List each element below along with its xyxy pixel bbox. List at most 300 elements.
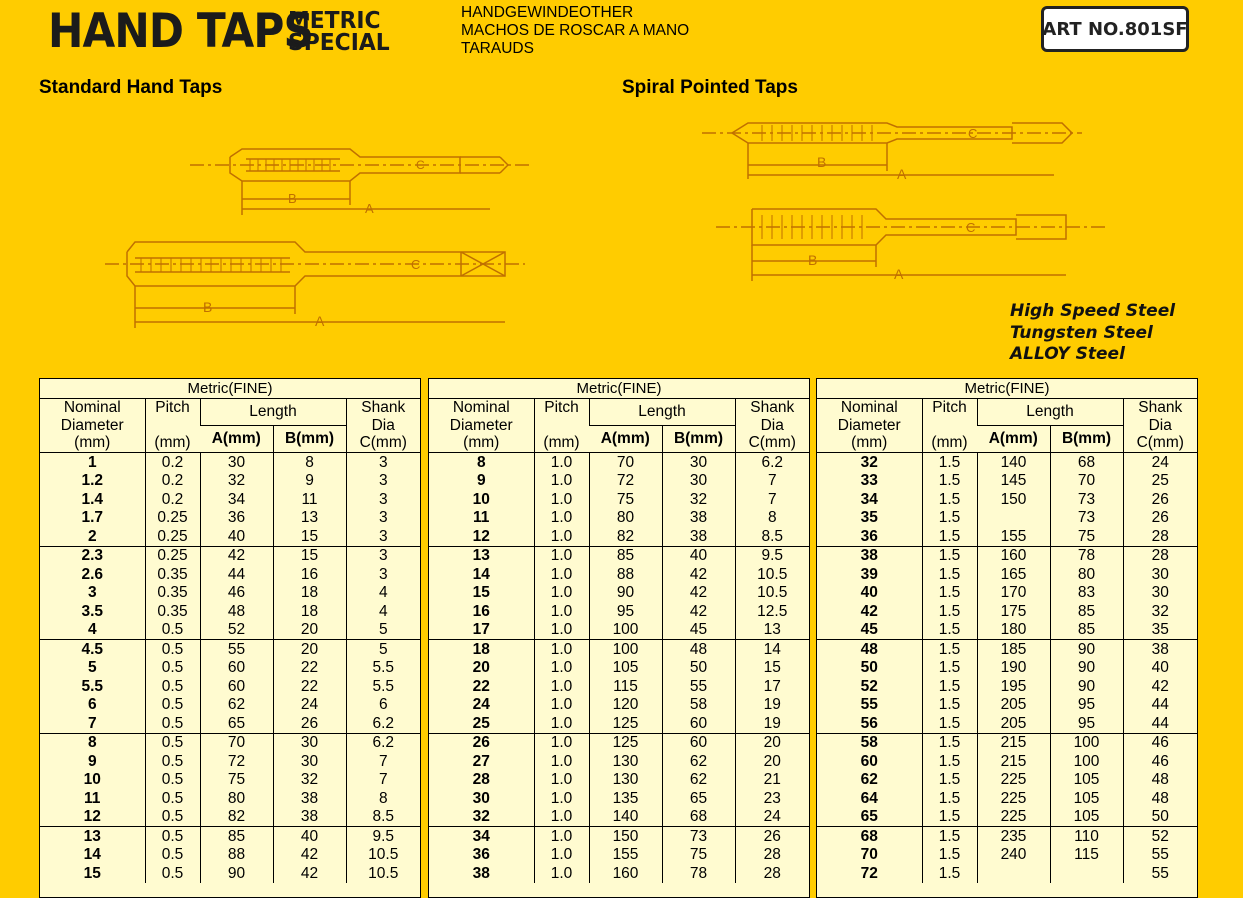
cell-a: 95	[589, 602, 662, 621]
cell-pitch: 0.5	[145, 864, 200, 883]
shank-line1: Shank	[1138, 399, 1183, 416]
cell-b: 42	[273, 864, 346, 883]
table-row	[429, 827, 809, 846]
cell-nominal: 58	[817, 733, 922, 752]
cell-a: 55	[200, 640, 273, 659]
cell-nominal: 64	[860, 789, 878, 807]
table-row	[40, 827, 420, 846]
cell-shank: 7	[346, 752, 420, 771]
table-row	[40, 527, 420, 546]
label-a-large: A	[315, 313, 325, 329]
cell-b: 11	[273, 490, 346, 509]
spiral-label-c: C	[968, 126, 978, 141]
table-row	[817, 714, 1197, 733]
cell-pitch: 1.5	[922, 621, 977, 640]
cell-nominal: 1.7	[81, 509, 104, 527]
cell-b: 18	[273, 584, 346, 603]
table-row	[817, 640, 1197, 659]
cell-a: 88	[200, 846, 273, 865]
pitch-label: Pitch	[544, 399, 579, 416]
cell-nominal: 72	[860, 864, 878, 882]
cell-pitch: 1.0	[534, 846, 589, 865]
nominal-line3: (mm)	[463, 434, 500, 451]
cell-shank: 10.5	[346, 864, 420, 883]
cell-nominal: 14	[83, 846, 101, 864]
cell-pitch: 0.5	[145, 733, 200, 752]
nominal-line2: Diameter	[449, 416, 513, 434]
cell-b: 58	[662, 696, 735, 715]
cell-pitch: 1.0	[534, 696, 589, 715]
table-row	[429, 640, 809, 659]
cell-a: 125	[589, 714, 662, 733]
cell-a: 160	[589, 864, 662, 883]
label-b: B	[288, 191, 297, 206]
cell-shank: 9.5	[346, 827, 420, 846]
cell-nominal: 10	[83, 771, 101, 789]
col-pitch	[922, 399, 977, 453]
cell-shank: 55	[1123, 846, 1197, 865]
shank-line3: C(mm)	[359, 434, 407, 451]
cell-a: 130	[589, 752, 662, 771]
table-row	[429, 509, 809, 528]
cell-shank: 24	[1123, 453, 1197, 472]
cell-a	[977, 864, 1050, 883]
cell-nominal: 40	[860, 584, 878, 602]
brand-logo	[48, 2, 413, 60]
label-b-large: B	[203, 299, 213, 315]
cell-a: 205	[977, 714, 1050, 733]
cell-nominal: 45	[860, 621, 878, 639]
cell-a: 225	[977, 808, 1050, 827]
cell-pitch: 1.0	[534, 565, 589, 584]
table-row	[817, 659, 1197, 678]
cell-b: 100	[1050, 752, 1123, 771]
cell-b: 38	[662, 527, 735, 546]
cell-a: 235	[977, 827, 1050, 846]
cell-pitch: 0.5	[145, 677, 200, 696]
cell-a: 105	[589, 659, 662, 678]
cell-a: 120	[589, 696, 662, 715]
table-row	[817, 621, 1197, 640]
cell-a	[977, 509, 1050, 528]
name-french: TARAUDS	[461, 40, 534, 57]
cell-pitch: 0.5	[145, 789, 200, 808]
table-caption: Metric(FINE)	[817, 379, 1197, 399]
col-a: A(mm)	[977, 426, 1050, 453]
table-row	[40, 864, 420, 883]
cell-nominal: 52	[860, 677, 878, 695]
cell-b: 38	[273, 789, 346, 808]
cell-nominal: 1.4	[81, 490, 104, 508]
cell-a: 85	[200, 827, 273, 846]
cell-nominal: 62	[860, 771, 878, 789]
cell-b: 40	[273, 827, 346, 846]
cell-pitch: 0.2	[145, 472, 200, 491]
cell-shank: 46	[1123, 733, 1197, 752]
standard-tap-drawing-large	[105, 232, 525, 330]
cell-b: 73	[662, 827, 735, 846]
cell-nominal: 16	[472, 602, 490, 620]
cell-a: 215	[977, 752, 1050, 771]
table-row	[429, 584, 809, 603]
cell-a: 34	[200, 490, 273, 509]
table-row	[40, 453, 420, 472]
cell-b: 95	[1050, 714, 1123, 733]
cell-pitch: 1.0	[534, 827, 589, 846]
cell-shank: 7	[735, 490, 809, 509]
cell-nominal: 22	[472, 677, 490, 695]
col-shank-dia	[346, 399, 420, 453]
cell-pitch: 1.5	[922, 509, 977, 528]
cell-b: 90	[1050, 640, 1123, 659]
label-a: A	[365, 201, 374, 215]
cell-pitch: 1.5	[922, 527, 977, 546]
cell-pitch: 1.5	[922, 453, 977, 472]
table-row	[40, 846, 420, 865]
cell-pitch: 1.0	[534, 864, 589, 883]
cell-b: 48	[662, 640, 735, 659]
cell-pitch: 1.5	[922, 640, 977, 659]
cell-shank: 48	[1123, 789, 1197, 808]
cell-nominal: 8	[40, 733, 145, 752]
cell-pitch: 1.5	[922, 789, 977, 808]
table-row	[40, 752, 420, 771]
cell-b: 60	[662, 714, 735, 733]
name-german: HANDGEWINDEOTHER	[461, 4, 634, 21]
cell-a: 170	[977, 584, 1050, 603]
table-row	[429, 565, 809, 584]
cell-shank: 5.5	[346, 677, 420, 696]
cell-a: 160	[977, 546, 1050, 565]
cell-shank: 6.2	[346, 733, 420, 752]
table-row	[429, 453, 809, 472]
col-length: Length	[589, 399, 735, 426]
shank-line1: Shank	[361, 399, 406, 416]
material-alloy: ALLOY Steel	[1010, 344, 1125, 364]
cell-pitch: 1.0	[534, 546, 589, 565]
cell-shank: 32	[1123, 602, 1197, 621]
cell-b: 30	[273, 733, 346, 752]
cell-shank: 6	[346, 696, 420, 715]
cell-b: 70	[1050, 472, 1123, 491]
table-row	[429, 714, 809, 733]
cell-shank: 26	[1123, 509, 1197, 528]
cell-a: 190	[977, 659, 1050, 678]
cell-pitch: 0.2	[145, 453, 200, 472]
cell-pitch: 1.0	[534, 789, 589, 808]
cell-b: 16	[273, 565, 346, 584]
cell-b: 62	[662, 771, 735, 790]
table-row	[40, 472, 420, 491]
material-tungsten: Tungsten Steel	[1010, 322, 1153, 343]
cell-b: 62	[662, 752, 735, 771]
cell-nominal: 35	[860, 509, 878, 527]
pitch-label: Pitch	[155, 399, 190, 416]
cell-nominal: 13	[429, 546, 534, 565]
table-row	[429, 771, 809, 790]
cell-pitch: 0.35	[145, 584, 200, 603]
cell-nominal: 3	[87, 584, 97, 602]
table-row	[40, 621, 420, 640]
cell-pitch: 1.5	[922, 714, 977, 733]
table-row	[40, 789, 420, 808]
cell-nominal: 1	[87, 453, 97, 471]
cell-a: 32	[200, 472, 273, 491]
cell-nominal: 20	[472, 659, 490, 677]
label-c: C	[416, 158, 425, 172]
cell-a: 225	[977, 789, 1050, 808]
cell-nominal: 14	[472, 565, 490, 583]
cell-a: 40	[200, 527, 273, 546]
cell-a: 60	[200, 659, 273, 678]
cell-nominal: 15	[472, 584, 490, 602]
cell-pitch: 1.5	[922, 677, 977, 696]
table-row	[40, 509, 420, 528]
spiral-label-b-large: B	[808, 252, 818, 268]
cell-shank: 20	[735, 752, 809, 771]
table-row	[40, 771, 420, 790]
cell-b: 50	[662, 659, 735, 678]
cell-nominal: 34	[429, 827, 534, 846]
cell-pitch: 1.5	[922, 752, 977, 771]
table-row	[817, 846, 1197, 865]
table-caption: Metric(FINE)	[429, 379, 809, 399]
cell-shank: 10.5	[346, 846, 420, 865]
cell-b: 40	[662, 546, 735, 565]
cell-b: 100	[1050, 733, 1123, 752]
table-row	[40, 565, 420, 584]
cell-nominal: 55	[860, 696, 878, 714]
cell-a: 140	[977, 453, 1050, 472]
spec-table	[429, 379, 809, 883]
cell-shank: 3	[346, 565, 420, 584]
cell-shank: 28	[1123, 546, 1197, 565]
table-row	[817, 677, 1197, 696]
shank-line2: Dia	[371, 416, 395, 434]
cell-b: 42	[273, 846, 346, 865]
cell-nominal: 25	[472, 714, 490, 732]
cell-b: 55	[662, 677, 735, 696]
cell-pitch: 1.0	[534, 472, 589, 491]
logo-sub	[288, 10, 390, 54]
cell-nominal: 1.2	[81, 472, 104, 490]
cell-shank: 46	[1123, 752, 1197, 771]
cell-b: 65	[662, 789, 735, 808]
cell-b: 85	[1050, 602, 1123, 621]
cell-shank: 6.2	[346, 714, 420, 733]
cell-pitch: 1.5	[922, 472, 977, 491]
cell-b: 9	[273, 472, 346, 491]
table-row	[817, 752, 1197, 771]
cell-pitch: 1.0	[534, 771, 589, 790]
cell-a: 215	[977, 733, 1050, 752]
cell-nominal: 24	[472, 696, 490, 714]
cell-shank: 30	[1123, 565, 1197, 584]
cell-a: 60	[200, 677, 273, 696]
cell-shank: 12.5	[735, 602, 809, 621]
cell-a: 72	[200, 752, 273, 771]
cell-b: 75	[662, 846, 735, 865]
shank-line1: Shank	[750, 399, 795, 416]
cell-pitch: 0.5	[145, 621, 200, 640]
cell-a: 115	[589, 677, 662, 696]
cell-shank: 8.5	[735, 527, 809, 546]
cell-a: 75	[589, 490, 662, 509]
table-row	[817, 546, 1197, 565]
spec-table	[40, 379, 420, 883]
cell-pitch: 1.5	[922, 565, 977, 584]
cell-b: 18	[273, 602, 346, 621]
cell-shank: 25	[1123, 472, 1197, 491]
cell-b: 110	[1050, 827, 1123, 846]
table-row	[429, 659, 809, 678]
table-row	[40, 659, 420, 678]
cell-shank: 17	[735, 677, 809, 696]
cell-b: 78	[662, 864, 735, 883]
col-a: A(mm)	[200, 426, 273, 453]
table-caption: Metric(FINE)	[40, 379, 420, 399]
cell-nominal: 4	[87, 621, 97, 639]
spec-table-3	[816, 378, 1198, 898]
cell-pitch: 1.0	[534, 733, 589, 752]
cell-a: 150	[589, 827, 662, 846]
cell-shank: 19	[735, 714, 809, 733]
col-b: B(mm)	[273, 426, 346, 453]
table-row	[40, 584, 420, 603]
cell-shank: 5	[346, 621, 420, 640]
cell-b: 20	[273, 640, 346, 659]
cell-shank: 35	[1123, 621, 1197, 640]
pitch-unit: (mm)	[931, 434, 968, 451]
cell-pitch: 1.5	[922, 602, 977, 621]
cell-shank: 13	[735, 621, 809, 640]
cell-b: 32	[273, 771, 346, 790]
cell-pitch: 1.0	[534, 714, 589, 733]
cell-b: 32	[662, 490, 735, 509]
cell-pitch: 1.5	[922, 696, 977, 715]
cell-nominal: 32	[860, 453, 878, 471]
cell-b: 105	[1050, 789, 1123, 808]
cell-shank: 38	[1123, 640, 1197, 659]
table-row	[40, 546, 420, 565]
nominal-line2: Diameter	[837, 416, 901, 434]
table-row	[817, 490, 1197, 509]
cell-nominal: 33	[860, 472, 878, 490]
cell-b: 15	[273, 546, 346, 565]
spiral-label-b: B	[817, 154, 827, 170]
cell-shank: 28	[735, 864, 809, 883]
cell-a: 48	[200, 602, 273, 621]
nominal-line1: Nominal	[452, 399, 510, 416]
cell-a: 100	[589, 640, 662, 659]
col-pitch	[145, 399, 200, 453]
cell-nominal: 4.5	[40, 640, 145, 659]
cell-a: 145	[977, 472, 1050, 491]
cell-nominal: 2.6	[81, 565, 104, 583]
col-nominal-diameter	[429, 399, 534, 453]
cell-pitch: 0.5	[145, 714, 200, 733]
cell-shank: 42	[1123, 677, 1197, 696]
col-length: Length	[200, 399, 346, 426]
cell-shank: 55	[1123, 864, 1197, 883]
cell-a: 150	[977, 490, 1050, 509]
cell-nominal: 12	[472, 527, 490, 545]
col-nominal-diameter	[817, 399, 922, 453]
cell-shank: 3	[346, 527, 420, 546]
cell-nominal: 10	[472, 490, 490, 508]
cell-nominal: 36	[860, 527, 878, 545]
table-row	[40, 490, 420, 509]
standard-taps-title: Standard Hand Taps	[39, 77, 223, 98]
cell-a: 90	[589, 584, 662, 603]
cell-pitch: 1.0	[534, 584, 589, 603]
table-row	[429, 546, 809, 565]
cell-nominal: 38	[817, 546, 922, 565]
table-row	[40, 602, 420, 621]
cell-nominal: 28	[472, 771, 490, 789]
cell-nominal: 9	[476, 472, 486, 490]
cell-b: 85	[1050, 621, 1123, 640]
cell-a: 30	[200, 453, 273, 472]
cell-b: 83	[1050, 584, 1123, 603]
cell-shank: 21	[735, 771, 809, 790]
cell-b: 75	[1050, 527, 1123, 546]
col-a: A(mm)	[589, 426, 662, 453]
cell-nominal: 12	[83, 808, 101, 826]
cell-shank: 10.5	[735, 584, 809, 603]
shank-line2: Dia	[1148, 416, 1172, 434]
col-nominal-diameter	[40, 399, 145, 453]
cell-pitch: 1.5	[922, 659, 977, 678]
spiral-label-a: A	[897, 166, 907, 182]
cell-shank: 20	[735, 733, 809, 752]
cell-pitch: 1.0	[534, 490, 589, 509]
cell-nominal: 39	[860, 565, 878, 583]
cell-a: 42	[200, 546, 273, 565]
cell-a: 46	[200, 584, 273, 603]
table-row	[429, 752, 809, 771]
table-row	[40, 696, 420, 715]
cell-pitch: 0.35	[145, 565, 200, 584]
cell-nominal: 50	[860, 659, 878, 677]
cell-pitch: 1.0	[534, 808, 589, 827]
cell-pitch: 1.0	[534, 602, 589, 621]
cell-b: 68	[1050, 453, 1123, 472]
cell-shank: 3	[346, 472, 420, 491]
cell-pitch: 0.5	[145, 808, 200, 827]
cell-b: 20	[273, 621, 346, 640]
cell-b: 73	[1050, 509, 1123, 528]
cell-pitch: 1.0	[534, 677, 589, 696]
cell-b: 24	[273, 696, 346, 715]
cell-a: 82	[200, 808, 273, 827]
nominal-line3: (mm)	[74, 434, 111, 451]
cell-shank: 8	[735, 509, 809, 528]
cell-b: 30	[662, 472, 735, 491]
cell-shank: 8.5	[346, 808, 420, 827]
cell-shank: 44	[1123, 714, 1197, 733]
table-row	[429, 472, 809, 491]
cell-nominal: 5.5	[81, 677, 104, 695]
cell-b: 95	[1050, 696, 1123, 715]
cell-pitch: 1.5	[922, 490, 977, 509]
cell-pitch: 1.0	[534, 659, 589, 678]
cell-nominal: 18	[429, 640, 534, 659]
cell-a: 44	[200, 565, 273, 584]
cell-shank: 4	[346, 602, 420, 621]
logo-main: HAND TAPS	[48, 4, 314, 59]
cell-nominal: 11	[473, 509, 490, 527]
